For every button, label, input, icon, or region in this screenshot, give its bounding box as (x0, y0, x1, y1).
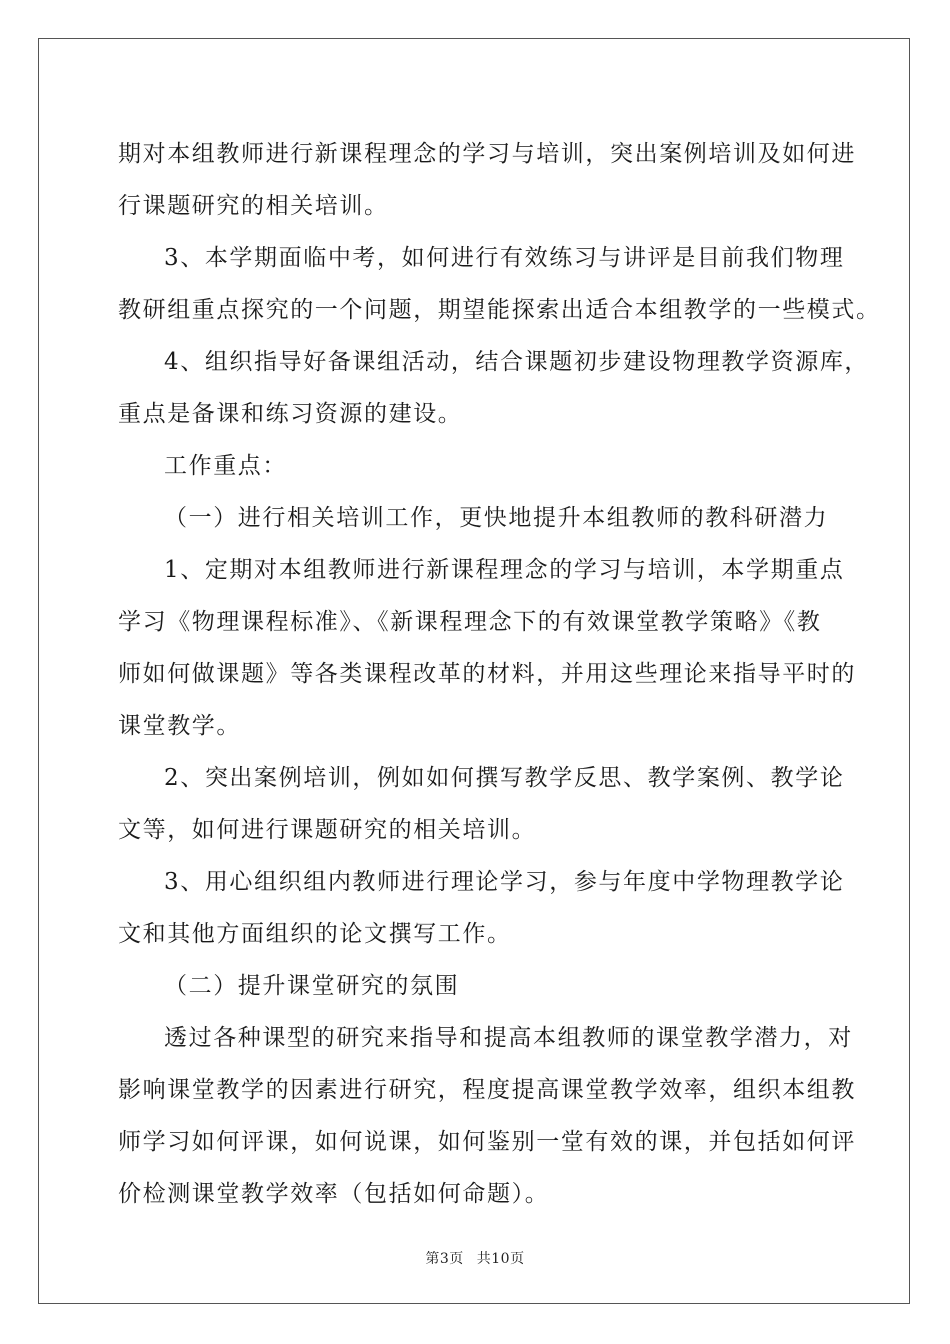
text-line: 教研组重点探究的一个问题，期望能探索出适合本组教学的一些模式。 (118, 297, 881, 323)
text-line: （二）提升课堂研究的氛围 (164, 973, 460, 999)
text-line: 影响课堂教学的因素进行研究，程度提高课堂教学效率，组织本组教 (118, 1077, 856, 1103)
text-line: 课堂教学。 (118, 713, 241, 739)
text-line: 2、突出案例培训，例如如何撰写教学反思、教学案例、教学论 (164, 765, 845, 791)
text-line: 行课题研究的相关培训。 (118, 193, 389, 219)
text-line: 文等，如何进行课题研究的相关培训。 (118, 817, 537, 843)
page-footer (0, 1248, 950, 1268)
text-line: 3、本学期面临中考，如何进行有效练习与讲评是目前我们物理 (164, 245, 845, 271)
total-pages: 共10页 (476, 1251, 525, 1267)
page-number: 第3页 (425, 1251, 464, 1267)
text-line: 学习《物理课程标准》、《新课程理念下的有效课堂教学策略》《教 (118, 609, 822, 635)
text-line: 价检测课堂教学效率（包括如何命题）。 (118, 1181, 550, 1207)
document-body (118, 128, 881, 1220)
text-line: 师如何做课题》等各类课程改革的材料，并用这些理论来指导平时的 (118, 661, 856, 687)
text-line: （一）进行相关培训工作，更快地提升本组教师的教科研潜力 (164, 505, 829, 531)
text-line: 3、用心组织组内教师进行理论学习，参与年度中学物理教学论 (164, 869, 845, 895)
text-line: 工作重点： (164, 453, 287, 479)
text-line: 重点是备课和练习资源的建设。 (118, 401, 463, 427)
text-line: 4、组织指导好备课组活动，结合课题初步建设物理教学资源库， (164, 349, 870, 375)
text-line: 1、定期对本组教师进行新课程理念的学习与培训，本学期重点 (164, 557, 845, 583)
text-line: 期对本组教师进行新课程理念的学习与培训，突出案例培训及如何进 (118, 141, 856, 167)
text-line: 文和其他方面组织的论文撰写工作。 (118, 921, 512, 947)
text-line: 透过各种课型的研究来指导和提高本组教师的课堂教学潜力，对 (164, 1025, 853, 1051)
text-line: 师学习如何评课，如何说课，如何鉴别一堂有效的课，并包括如何评 (118, 1129, 856, 1155)
